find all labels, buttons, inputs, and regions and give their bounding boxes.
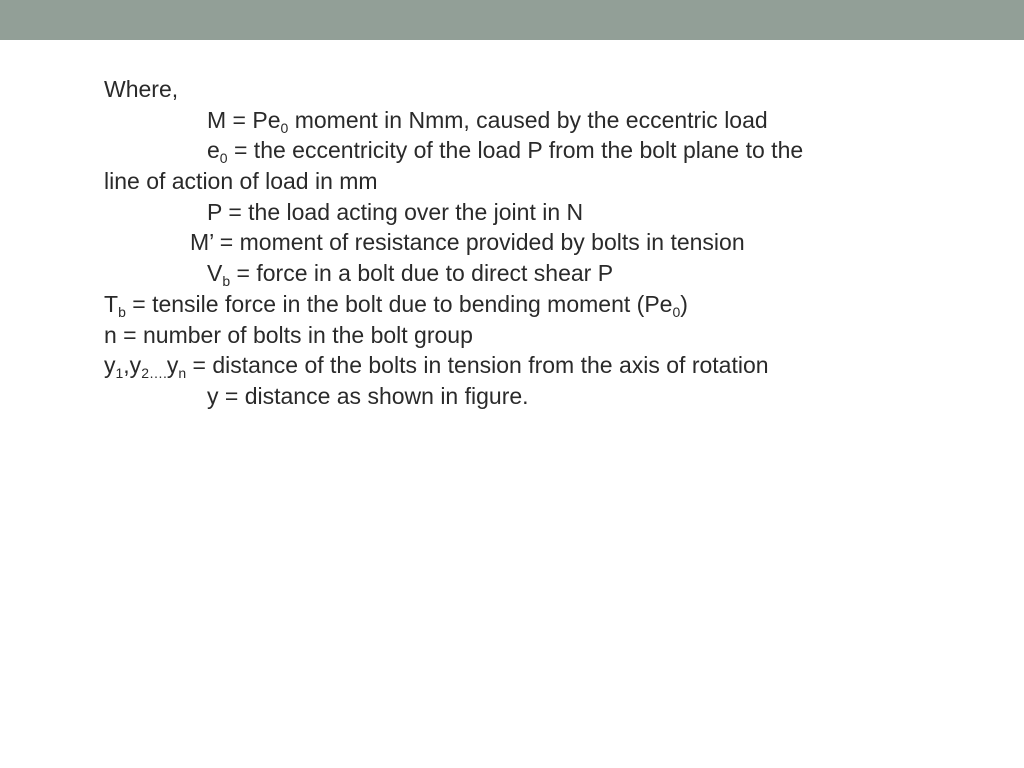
definition-shear-force: $V_b$ = force in a bolt due to direct shear P bbox=[207, 260, 614, 290]
heading-where: Where, bbox=[104, 76, 179, 102]
definition-eccentricity-continued: line of action of load in mm bbox=[104, 168, 378, 195]
definition-load: P = the load acting over the joint in N bbox=[207, 198, 584, 225]
definition-bolt-count: n = number of bolts in the bolt group bbox=[104, 321, 473, 348]
definition-moment: $M = Pe_0$ moment in Nmm, caused by the eccentric load bbox=[207, 106, 768, 136]
definition-moment-resistance: M’ = moment of resistance provided by bolts in tension bbox=[190, 229, 745, 256]
top-accent-bar bbox=[0, 0, 1024, 40]
slide-body bbox=[104, 74, 984, 412]
definition-bolt-distances: $y_1,y_{2\dots.}y_n$ = distance of the bolts in tension from the axis of rotation bbox=[104, 352, 769, 382]
definition-distance-y: y = distance as shown in figure. bbox=[207, 382, 529, 409]
definition-eccentricity: $e_0$ = the eccentricity of the load P from the bolt plane to the bbox=[207, 137, 804, 167]
definition-tensile-force: $T_b$ = tensile force in the bolt due to bending moment $(Pe_0)$ bbox=[104, 290, 688, 320]
